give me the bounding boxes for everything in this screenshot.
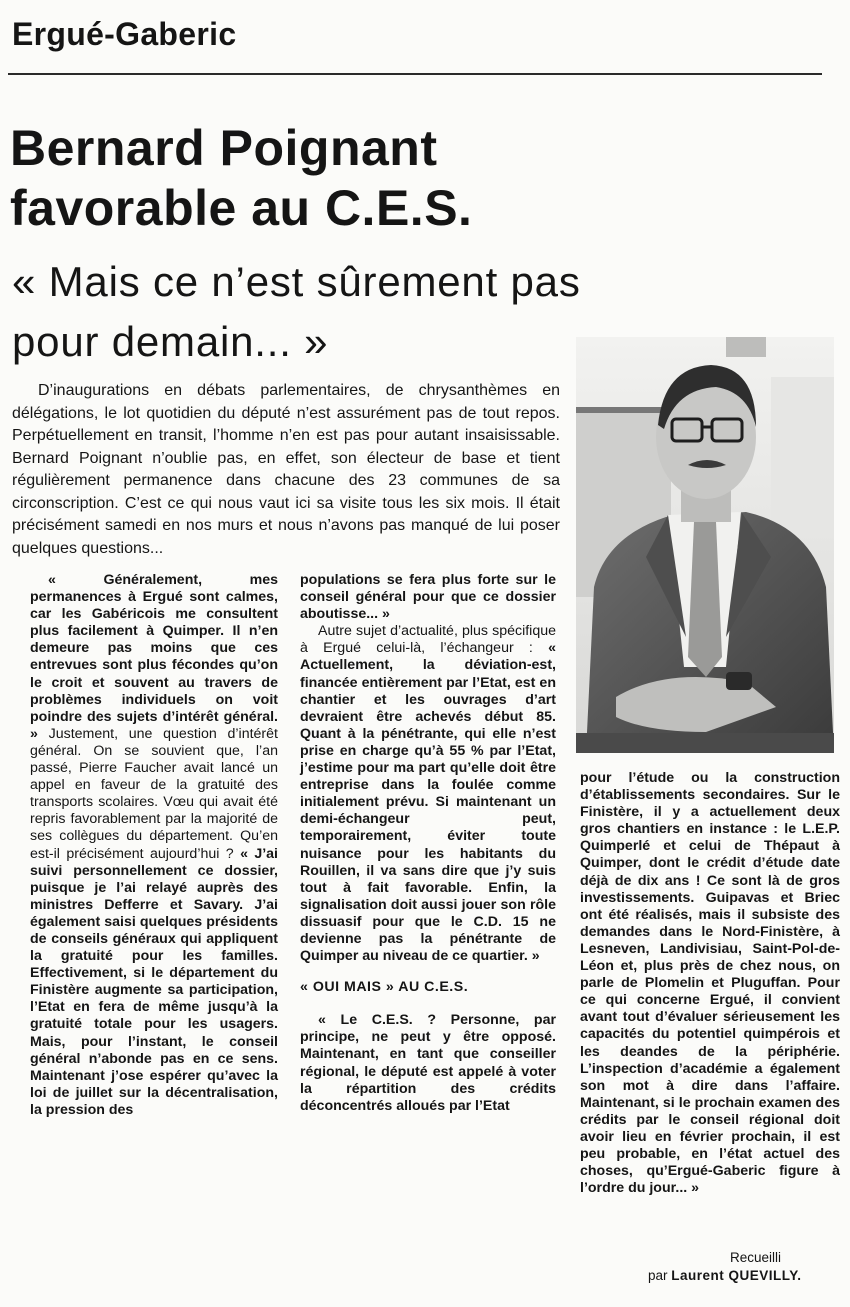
question-transports: Justement, une question d’intérêt général. On se souvient que, l’an passé, Pierre Faucher avait lancé un appel en faveur de la gratuité des transports scolaires. Vœu qui avait été repris favorablement par la majorité de ses collègues du département. Qu’en est-il précisément aujourd’hui ? (30, 725, 278, 862)
quote-credits: pour l’étude ou la construction d’établissements secondaires. Sur le Finistère, il y a actuellement deux gros chantiers en instance : le L.E.P. Quimperlé et celui de Thépaut à Quimper, dont le crédit d’étude date déjà de dix ans ! Ce sont là de gros investissements. Guipavas et Briec ont été réalisés, mais il subsiste des demandes dans le Nord-Finistère, à Lesneven, Landivisiau, Saint-Pol-de-Léon et, plus près de chez nous, on parle de Plomelin et Pluguffan. Pour ce qui concerne Ergué, il convient avant tout d’évaluer sérieusement les capacités du potentiel quimpérois et les deandes de la périphérie. L’inspection d’académie a également son mot à dire dans l’affaire. Maintenant, si le prochain examen des crédits par le conseil régional doit avoir lieu en février prochain, il est peu probable, en l’état actuel des choses, qu’Ergué-Gaberic figure à l’ordre du jour... » (580, 770, 840, 1197)
article-subheadline (12, 252, 581, 372)
column-3-paragraph (580, 770, 840, 1197)
quote-transports: « J’ai suivi personnellement ce dossier, puisque je l’ai relayé auprès des ministres Defferre et Savary. J’ai également saisi quelques présidents de conseils généraux qui appliquent la gratuité pour les familles. Effectivement, si le département du Finistère augmente sa participation, l’Etat en fera de même jusqu’à la gratuité totale pour les usagers. Mais, pour l’instant, le conseil général n’abonde pas en ce sens. Maintenant j’ose espérer qu’avec la loi de juillet sur la décentralisation, la pression des (30, 845, 278, 1118)
column-1-paragraph (30, 572, 278, 1119)
headline-line-2: favorable au C.E.S. (10, 180, 473, 236)
section-title: Ergué-Gaberic (12, 16, 237, 52)
quote-conseil-general: populations se fera plus forte sur le conseil général pour que ce dossier aboutisse... » (300, 572, 556, 623)
subhead-line-2: pour demain... » (12, 318, 329, 365)
article-headline (10, 118, 472, 238)
byline-recueilli: Recueilli (730, 1250, 782, 1265)
quote-ces: « Le C.E.S. ? Personne, par principe, ne peut y être opposé. Maintenant, en tant que conseiller régional, le député est appelé à voter la répartition des crédits déconcentrés alloués par l’Etat (300, 1012, 556, 1114)
quote-permanences: « Généralement, mes permanences à Ergué sont calmes, car les Gabéricois me consultent plus facilement à Quimper. Il n’en demeure pas moins que ces entrevues sont plus fécondes qu’on le croit et souvent au travers de problèmes individuels on voit poindre des sujets d’intérêt général. » (30, 572, 278, 742)
portrait-photo (576, 337, 834, 753)
byline-author (648, 1268, 802, 1283)
column-2-paragraph-1 (300, 572, 556, 623)
question-echangeur: Autre sujet d’actualité, plus spécifique à Ergué celui-là, l’échangeur : (300, 623, 556, 657)
quote-echangeur: « Actuellement, la déviation-est, financée entièrement par l’Etat, est en chantier et les ouvrages d’art devraient être achevés début 85. Quant à la pénétrante, qui elle n’est prise en charge qu’à 55 % par l’Etat, j’estime pour ma part qu’elle doit être entreprise dans la foulée comme initialement prévu. Si maintenant un demi-échangeur peut, temporairement, éviter toute nuisance pour les habitants du Rouillen, il va sans dire que j’y suis tout à fait favorable. Enfin, la signalisation doit aussi jouer son rôle dissuasif pour que le C.D. 15 ne devienne pas la pénétrante de Quimper au niveau de ce quartier. » (300, 640, 556, 965)
article-column-2 (300, 572, 556, 1115)
column-2-paragraph-3 (300, 1012, 556, 1115)
intro-paragraph: D’inaugurations en débats parlementaires, de chrysanthèmes en délégations, le lot quotidien du député n’est assurément pas de tout repos. Perpétuellement en transit, l’homme n’en est pas pour autant insaisissable. Bernard Poignant n’oublie pas, en effet, son électeur de base et tient régulièrement permanence dans chacune des 23 communes de sa circonscription. C’est ce qui nous vaut ici sa visite tous les six mois. Il était précisément samedi en nos murs et nous n’avons pas manqué de lui poser quelques questions... (12, 382, 560, 557)
headline-line-1: Bernard Poignant (10, 120, 438, 176)
column-2-paragraph-2 (300, 623, 556, 965)
article-intro (12, 380, 560, 560)
subtitle-oui-mais: « OUI MAIS » AU C.E.S. (300, 979, 469, 996)
byline-par: par (648, 1268, 672, 1283)
author-name: Laurent QUEVILLY. (671, 1268, 802, 1283)
article-column-1 (30, 572, 278, 1119)
portrait-photo-graphic (576, 337, 834, 753)
subhead-line-1: « Mais ce n’est sûrement pas (12, 258, 581, 305)
section-divider (8, 73, 822, 75)
article-column-3 (580, 770, 840, 1197)
